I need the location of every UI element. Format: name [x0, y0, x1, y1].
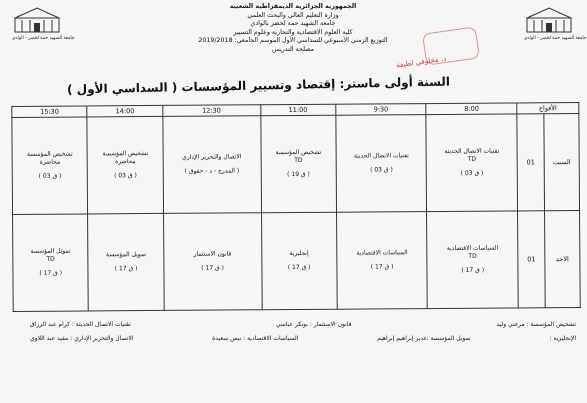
course-title: تمويل المؤسسة [105, 251, 147, 259]
time-slot: 15:30 [12, 106, 88, 118]
group-number: 01 [517, 114, 545, 211]
course-title: قانون الاستثمار [193, 250, 232, 258]
course-cell [427, 211, 518, 309]
teacher-entry: الإنجليزية : [549, 335, 576, 342]
teachers-row [30, 318, 576, 332]
logo-caption: جامعة الشهيد حمة لخضر - الوادي [12, 36, 75, 41]
teacher-entry: تشخيص المؤسسة : مرغني وليد [496, 321, 576, 328]
course-cell [260, 115, 336, 213]
course-room: ( ق 17 ) [287, 263, 311, 272]
time-slot: 14:00 [87, 105, 162, 117]
time-slot: 12:30 [163, 105, 261, 117]
groups-header: الأفواج [517, 103, 579, 114]
header-line: التوزيع الزمني الأسبوعي للسداسي الأول الموسم الجامعي: 2019/2018 [198, 37, 388, 45]
course-room: ( ق 03 ) [38, 172, 62, 180]
schedule-title: السنة أولى ماستر: إقتصاد وتسيير المؤسسات ( السداسي الأول ) [66, 74, 451, 97]
teacher-entry: الاتصال والتحرير الإداري : مفيد عبد اللاوي [30, 335, 134, 342]
group-number: 01 [518, 211, 546, 308]
course-title: السياسات الاقتصادية [446, 244, 499, 252]
university-logo-right [524, 6, 587, 50]
course-cell [336, 115, 427, 213]
course-type: TD [467, 155, 477, 163]
course-title: تقنيات الاتصال الحديثة [444, 147, 500, 155]
course-cell [88, 213, 164, 311]
course-title: تشخيص المؤسسة [275, 148, 322, 157]
course-type: TD [468, 252, 477, 260]
header-line: وزارة التعليم العالي والبحث العلمي [247, 11, 339, 19]
course-cell [336, 212, 427, 310]
course-room: ( ق 17 ) [201, 264, 224, 272]
timetable [11, 102, 580, 312]
course-type: محاضرة [39, 158, 61, 166]
course-room: ( ق 17 ) [39, 269, 63, 277]
teacher-entry: السياسات الاقتصادية : نبس سعيدة [212, 335, 299, 342]
header-line: جامعة الشهيد حمة لخضر بالوادي [250, 20, 336, 28]
teachers-list [30, 318, 576, 346]
course-title: السياسات الاقتصادية [356, 249, 408, 257]
course-room: ( ق 03 ) [370, 166, 393, 174]
table-row [12, 114, 580, 215]
course-cell [13, 214, 89, 312]
course-title: تمويل المؤسسة [30, 247, 71, 255]
teacher-entry: تقنيات الاتصال الحديثة : كرام عبد الرزاق [30, 321, 131, 328]
course-cell [87, 116, 163, 214]
course-title: الاتصال والتحرير الإداري [182, 153, 242, 161]
signature: د. مخلوفي لطيفة [395, 54, 447, 70]
course-type: محاضرة [115, 158, 136, 166]
table-row [13, 211, 581, 312]
header-line: الجمهورية الجزائرية الديمقراطية الشعبية [229, 3, 357, 10]
course-title: إنجليزية [289, 249, 309, 258]
teachers-row [30, 332, 576, 346]
university-building-icon [12, 6, 62, 36]
course-room: ( ق 17 ) [461, 266, 485, 274]
course-room: ( ق 03 ) [460, 169, 484, 177]
document-header [170, 3, 416, 55]
course-room: ( ق 17 ) [370, 263, 394, 271]
course-cell [12, 117, 88, 215]
header-line: مصلحة التدريس [271, 45, 315, 53]
course-room: ( ق 03 ) [114, 172, 137, 180]
course-cell [163, 116, 261, 214]
course-room: ( ق 17 ) [114, 265, 138, 273]
day-label: السبت [544, 114, 580, 211]
course-type: TD [294, 156, 303, 165]
course-cell [426, 114, 517, 212]
university-logo-left [12, 6, 75, 50]
university-building-icon [524, 6, 574, 36]
course-cell [163, 213, 261, 311]
logo-caption: جامعة الشهيد حمة لخضر - الوادي [524, 36, 587, 41]
time-slot: 9:30 [336, 104, 427, 116]
time-slot: 8:00 [426, 103, 517, 115]
course-title: تقنيات الاتصال الحديثة [353, 152, 409, 160]
teacher-entry: تمويل المؤسسة :غدير إبراهيم إبراهيم [377, 335, 471, 342]
course-title: تشخيص المؤسسة [102, 150, 149, 158]
course-room: ( المدرج - د - حقوق ) [184, 167, 240, 175]
header-line: كلية العلوم الاقتصادية والتجارية وعلوم التسيير [233, 28, 353, 36]
course-title: تشخيص المؤسسة [27, 150, 73, 158]
time-slot: 11:00 [260, 104, 335, 116]
teacher-entry: قانون الاستثمار : بوبكر عباسي [275, 321, 352, 328]
course-cell [261, 212, 337, 310]
course-room: ( ق 19 ) [287, 170, 310, 179]
day-label: الاحد [545, 211, 581, 308]
course-type: TD [46, 255, 55, 263]
